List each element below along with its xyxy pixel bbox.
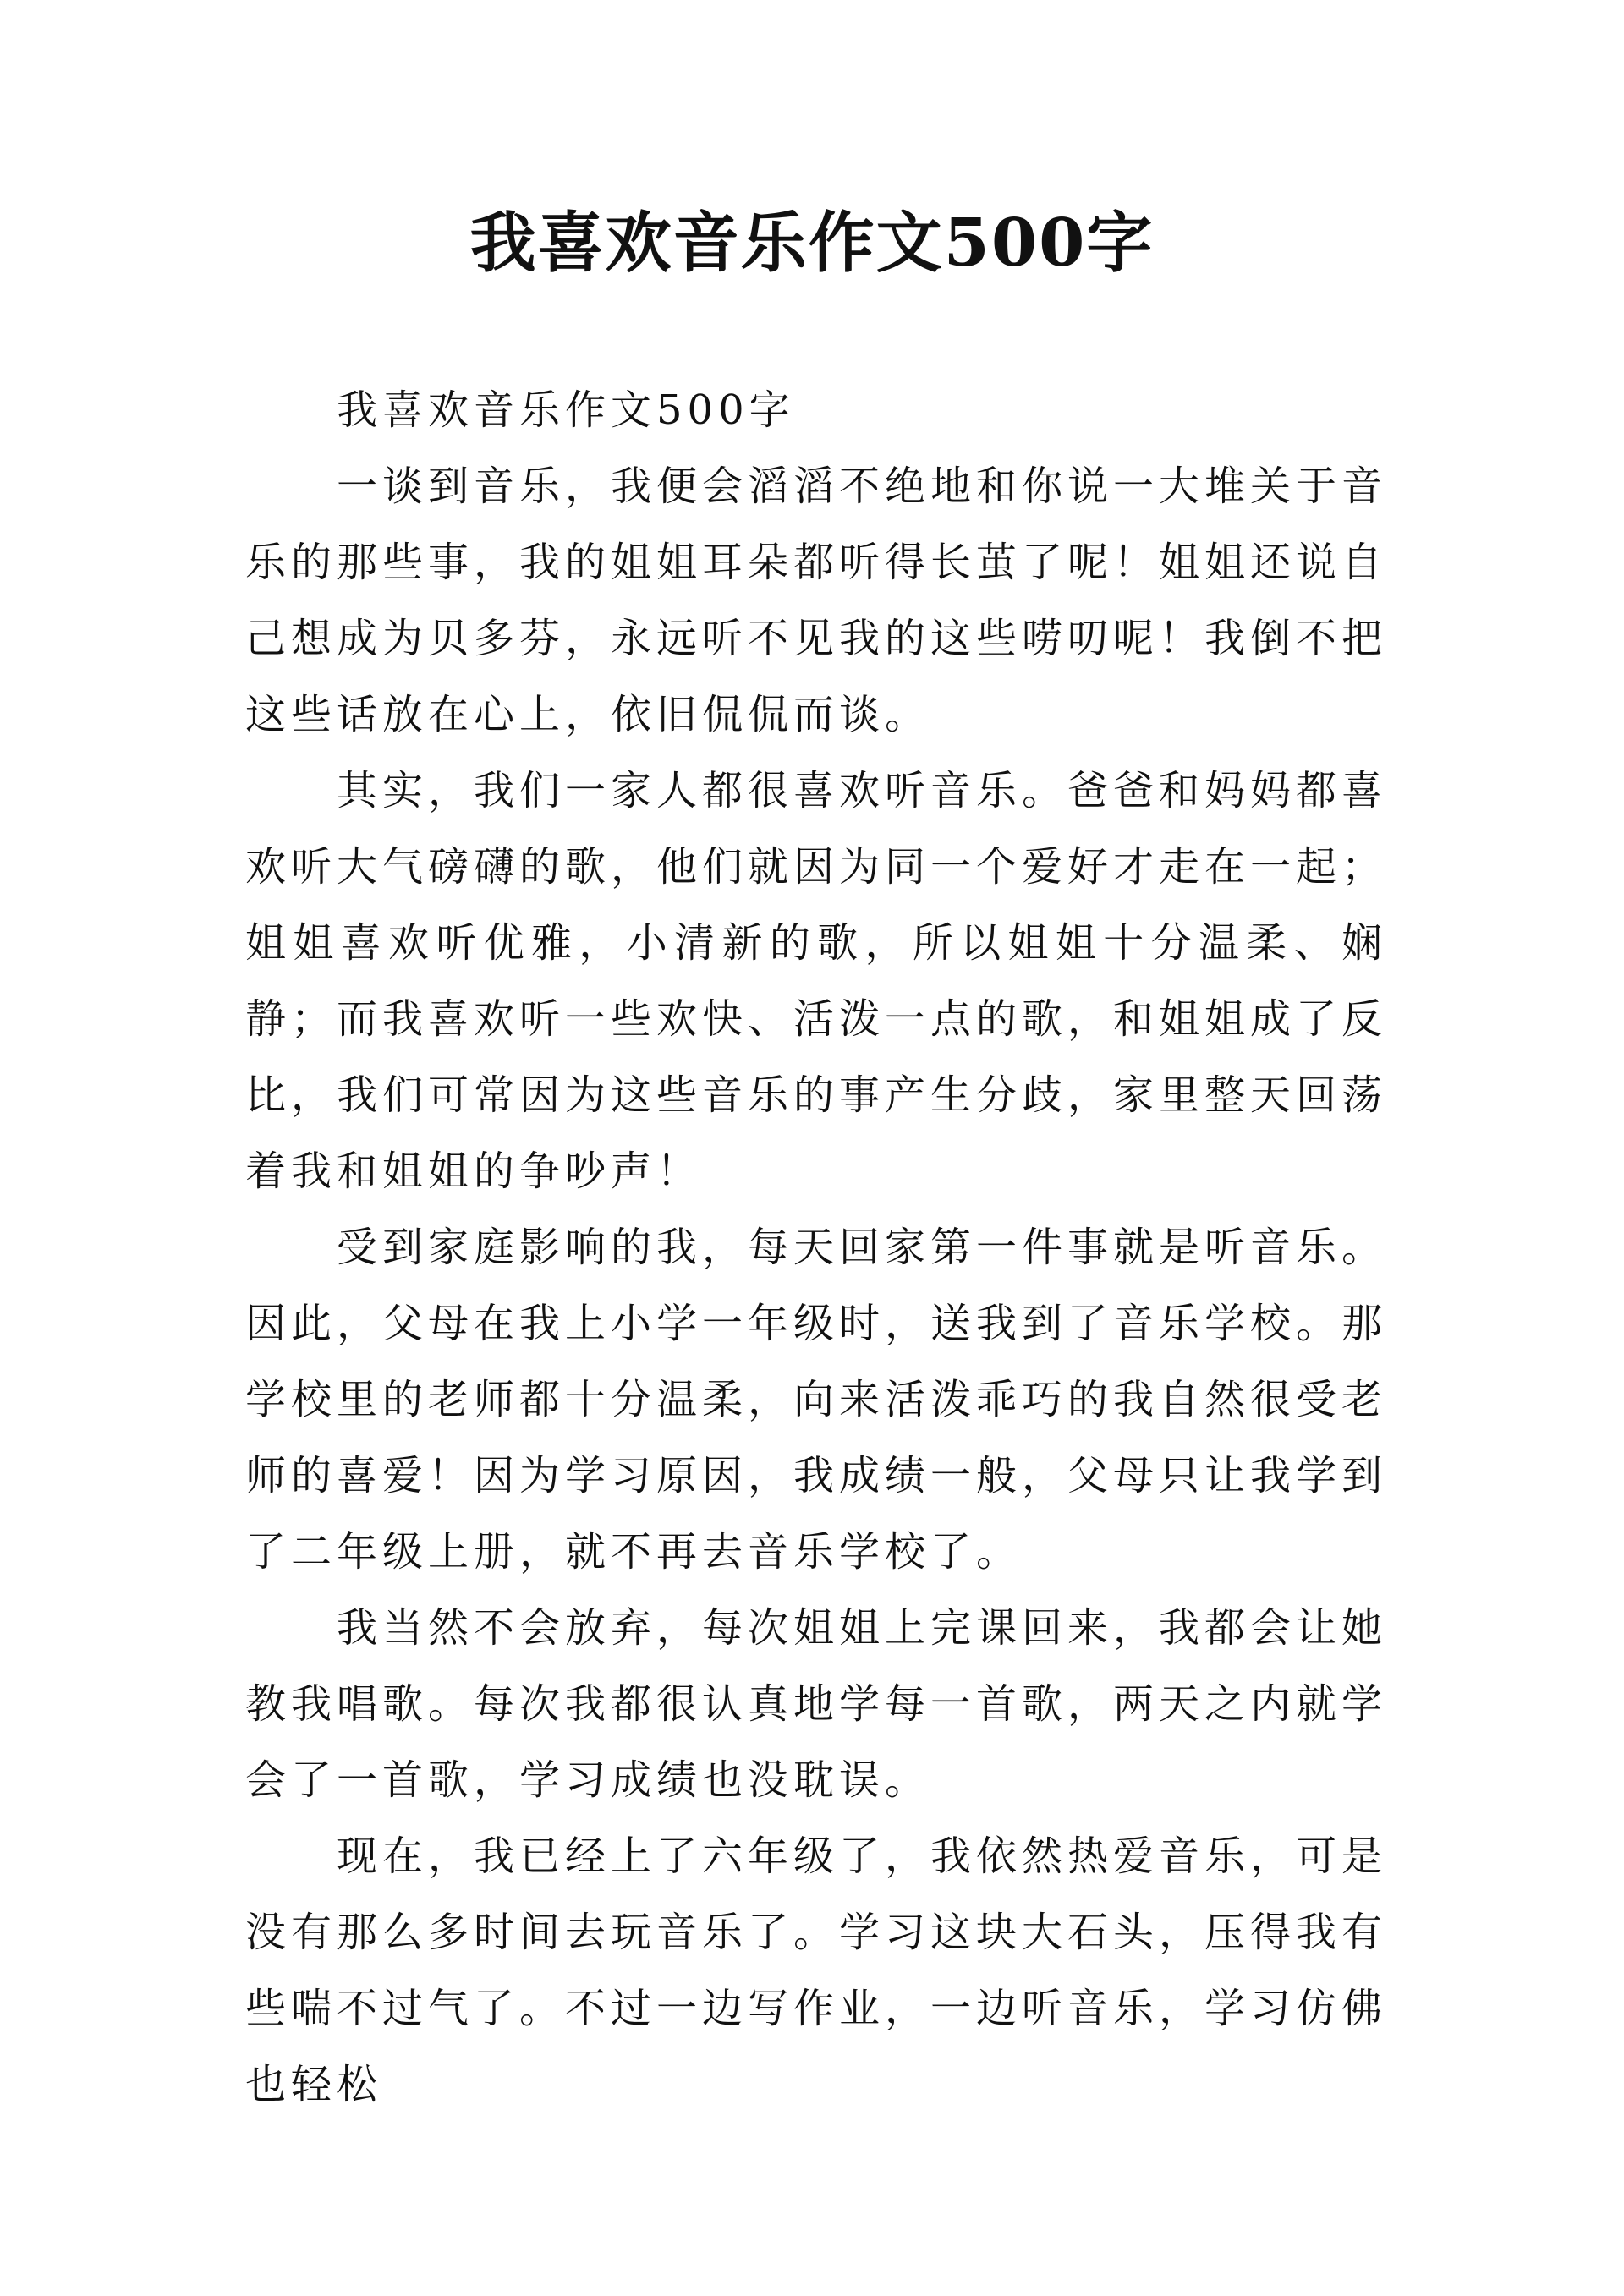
document-body xyxy=(245,372,1387,2123)
paragraph-heading: 我喜欢音乐作文500字 xyxy=(337,386,795,434)
document-title: 我喜欢音乐作文500字 xyxy=(469,205,1155,282)
paragraph: 其实，我们一家人都很喜欢听音乐。爸爸和妈妈都喜欢听大气磅礴的歌，他们就因为同一个爱好才走在一起；姐姐喜欢听优雅，小清新的歌，所以姐姐十分温柔、娴静；而我喜欢听一些欢快、活泼一点的歌，和姐姐成了反比，我们可常因为这些音乐的事产生分歧，家里整天回荡着我和姐姐的争吵声！ xyxy=(245,767,1388,1195)
paragraph: 受到家庭影响的我，每天回家第一件事就是听音乐。因此，父母在我上小学一年级时，送我到了音乐学校。那学校里的老师都十分温柔，向来活泼乖巧的我自然很受老师的喜爱！因为学习原因，我成绩一般，父母只让我学到了二年级上册，就不再去音乐学校了。 xyxy=(245,1224,1388,1575)
paragraph: 现在，我已经上了六年级了，我依然热爱音乐，可是没有那么多时间去玩音乐了。学习这块大石头，压得我有些喘不过气了。不过一边写作业，一边听音乐，学习仿佛也轻松 xyxy=(245,1833,1388,2108)
paragraph: 我当然不会放弃，每次姐姐上完课回来，我都会让她教我唱歌。每次我都很认真地学每一首歌，两天之内就学会了一首歌，学习成绩也没耽误。 xyxy=(245,1604,1388,1804)
paragraph: 一谈到音乐，我便会滔滔不绝地和你说一大堆关于音乐的那些事，我的姐姐耳朵都听得长茧了呢！姐姐还说自己想成为贝多芬，永远听不见我的这些唠叨呢！我倒不把这些话放在心上，依旧侃侃而谈。 xyxy=(245,463,1388,738)
